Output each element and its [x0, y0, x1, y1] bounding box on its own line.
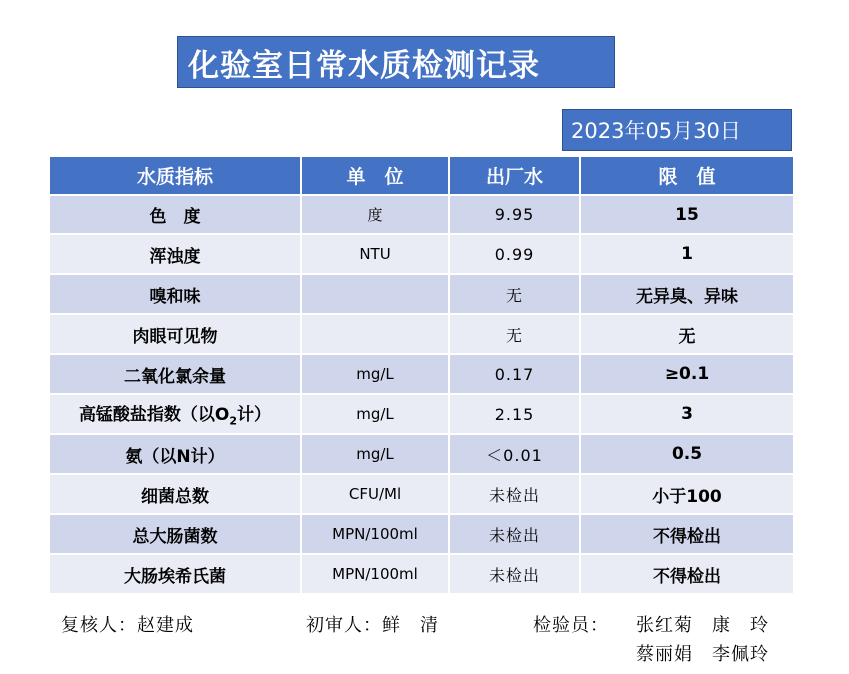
table-row: [49, 554, 794, 594]
table-row: [49, 474, 794, 514]
table-row: [49, 234, 794, 274]
water-quality-table: [48, 155, 795, 595]
indicator-name: 细菌总数: [141, 486, 209, 507]
cell-unit: CFU/Ml: [301, 474, 449, 514]
cell-limit: 0.5: [580, 434, 794, 474]
cell-effluent-value: ＜0.01: [449, 434, 580, 474]
cell-effluent-value: 0.17: [449, 354, 580, 394]
cell-indicator: [49, 314, 301, 354]
table-row: [49, 434, 794, 474]
cell-indicator: [49, 234, 301, 274]
cell-indicator: [49, 514, 301, 554]
indicator-name: 色 度: [149, 207, 201, 227]
inspector-label: 检验员：: [533, 615, 609, 636]
cell-unit: 度: [301, 195, 449, 234]
indicator-subscript: 2: [229, 414, 238, 428]
indicator-name: 浑浊度: [149, 246, 201, 267]
cell-limit: 15: [580, 195, 794, 234]
indicator-name: 大肠埃希氏菌: [124, 566, 226, 587]
cell-limit: 不得检出: [580, 554, 794, 594]
cell-effluent-value: 无: [449, 314, 580, 354]
first-reviewer-signature: 初审人：鲜 清: [306, 615, 439, 636]
indicator-name: 肉眼可见物: [132, 326, 218, 347]
cell-unit: [301, 314, 449, 354]
header-effluent: 出厂水: [449, 156, 580, 195]
cell-limit: 1: [580, 234, 794, 274]
table-row: [49, 514, 794, 554]
table-row: [49, 274, 794, 314]
inspectors-line-2: 蔡丽娟 李佩玲: [636, 644, 769, 665]
indicator-name: 高锰酸盐指数（以O: [78, 405, 230, 426]
cell-limit: 3: [580, 394, 794, 434]
cell-indicator: [49, 394, 301, 434]
cell-unit: mg/L: [301, 394, 449, 434]
table-row: [49, 314, 794, 354]
cell-limit: 不得检出: [580, 514, 794, 554]
table-row: [49, 394, 794, 434]
cell-indicator: [49, 474, 301, 514]
cell-unit: [301, 274, 449, 314]
inspectors-line-1: 张红菊 康 玲: [636, 615, 769, 636]
header-indicator: 水质指标: [49, 156, 301, 195]
cell-limit: ≥0.1: [580, 354, 794, 394]
indicator-name-tail: 计）: [237, 405, 272, 426]
cell-unit: NTU: [301, 234, 449, 274]
indicator-name: 氨（以N计）: [125, 446, 225, 467]
cell-indicator: [49, 434, 301, 474]
header-unit: 单 位: [301, 156, 449, 195]
cell-effluent-value: 未检出: [449, 554, 580, 594]
cell-effluent-value: 未检出: [449, 514, 580, 554]
indicator-name: 二氧化氯余量: [124, 366, 226, 387]
record-date: 2023年05月30日: [562, 109, 792, 151]
cell-effluent-value: 无: [449, 274, 580, 314]
cell-limit: 无异臭、异味: [580, 274, 794, 314]
cell-effluent-value: 0.99: [449, 234, 580, 274]
cell-unit: MPN/100ml: [301, 554, 449, 594]
header-limit: 限 值: [580, 156, 794, 195]
cell-indicator: [49, 274, 301, 314]
cell-unit: MPN/100ml: [301, 514, 449, 554]
cell-unit: mg/L: [301, 354, 449, 394]
indicator-name: 总大肠菌数: [132, 526, 218, 547]
reviewer-signature: 复核人：赵建成: [61, 615, 194, 636]
page-title: 化验室日常水质检测记录: [177, 36, 615, 88]
cell-limit: 小于100: [580, 474, 794, 514]
cell-indicator: [49, 195, 301, 234]
cell-limit: 无: [580, 314, 794, 354]
cell-indicator: [49, 354, 301, 394]
table-row: [49, 195, 794, 234]
table-header-row: [49, 156, 794, 195]
table-row: [49, 354, 794, 394]
indicator-name: 嗅和味: [149, 286, 201, 307]
cell-effluent-value: 未检出: [449, 474, 580, 514]
cell-effluent-value: 2.15: [449, 394, 580, 434]
cell-unit: mg/L: [301, 434, 449, 474]
cell-effluent-value: 9.95: [449, 195, 580, 234]
cell-indicator: [49, 554, 301, 594]
